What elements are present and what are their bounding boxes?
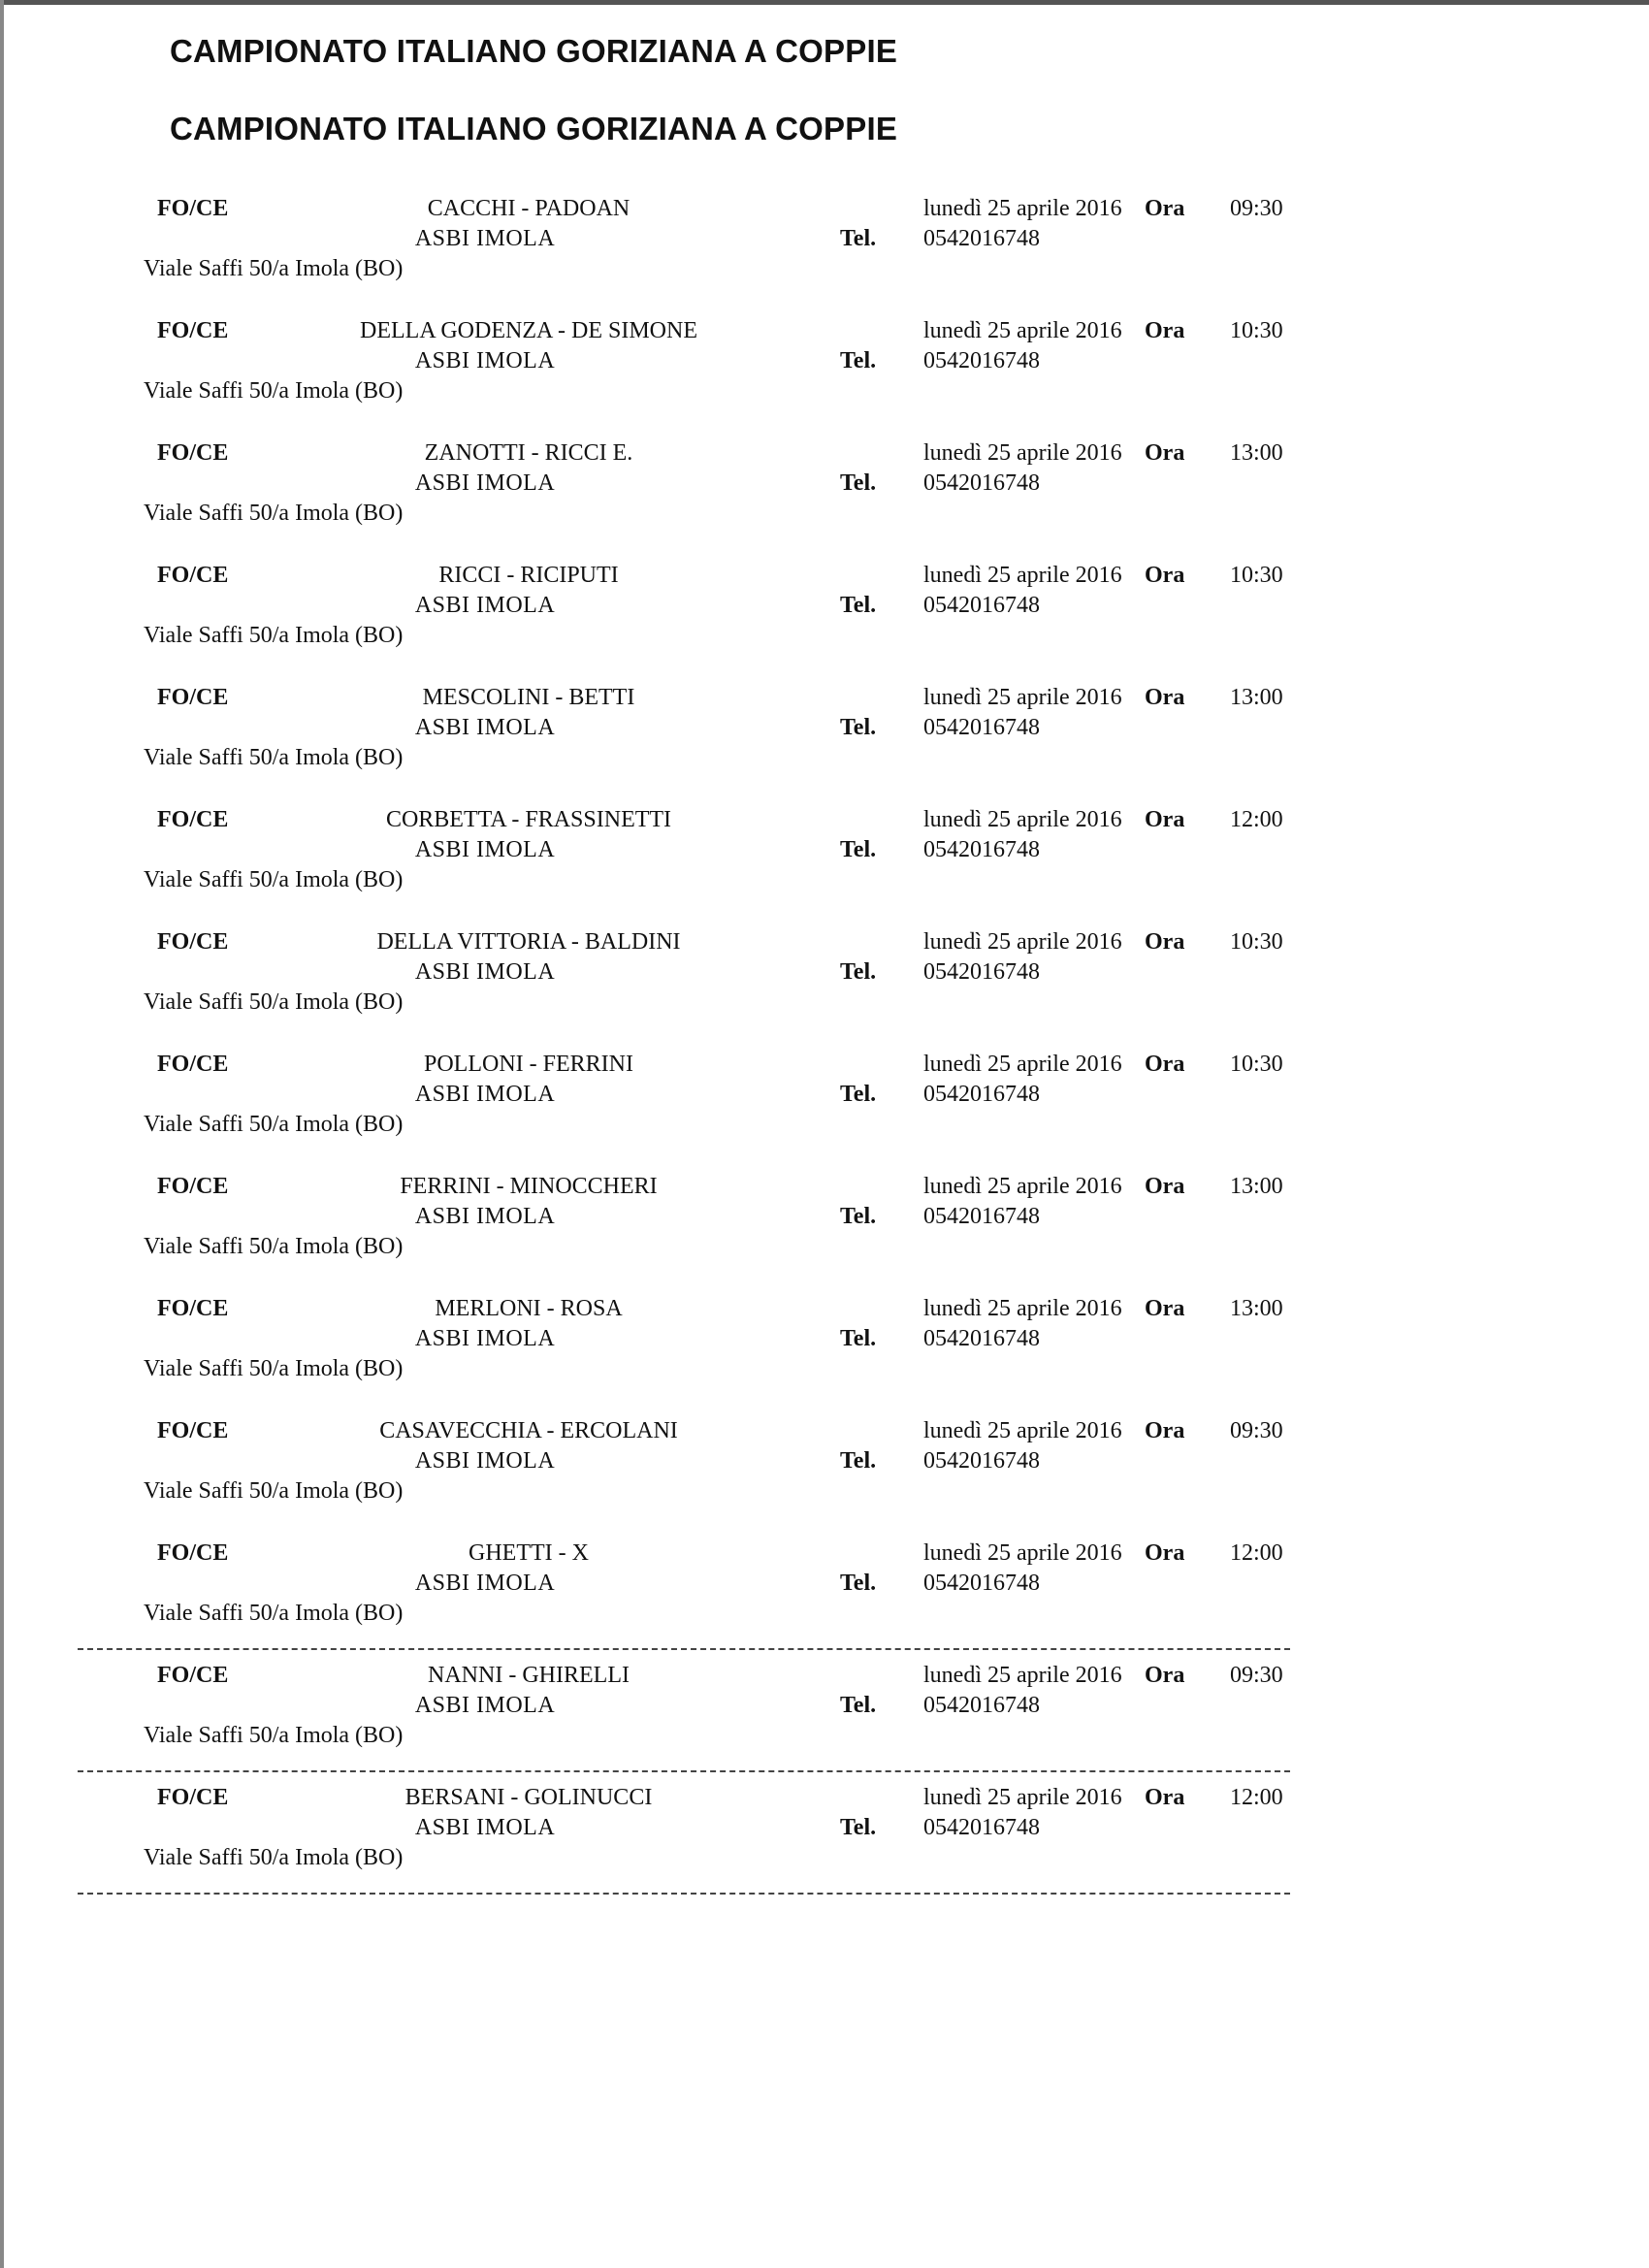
time-label: Ora [1145,807,1185,832]
match-time: 13:00 [1230,685,1283,710]
venue-name: ASBI IMOLA [414,1693,556,1718]
venue-address: Viale Saffi 50/a Imola (BO) [144,501,404,526]
phone-label: Tel. [840,1571,877,1596]
dashed-divider [78,1893,1290,1895]
match-entry [0,1294,1649,1416]
venue-name: ASBI IMOLA [414,1204,556,1229]
phone-label: Tel. [840,959,877,985]
match-date: lunedì 25 aprile 2016 [923,1663,1122,1688]
time-label: Ora [1145,1663,1185,1688]
venue-name: ASBI IMOLA [414,470,556,496]
venue-address: Viale Saffi 50/a Imola (BO) [144,867,404,892]
match-time: 10:30 [1230,929,1283,955]
venue-address: Viale Saffi 50/a Imola (BO) [144,1723,404,1748]
venue-name: ASBI IMOLA [414,348,556,373]
venue-address: Viale Saffi 50/a Imola (BO) [144,378,404,404]
phone-number: 0542016748 [923,1204,1040,1229]
phone-label: Tel. [840,1326,877,1351]
category-code: FO/CE [157,1174,229,1199]
page-title: CAMPIONATO ITALIANO GORIZIANA A COPPIE [169,33,898,69]
phone-label: Tel. [840,715,877,740]
match-date: lunedì 25 aprile 2016 [923,1418,1122,1443]
match-time: 09:30 [1230,1663,1283,1688]
match-time: 13:00 [1230,1174,1283,1199]
venue-name: ASBI IMOLA [414,959,556,985]
phone-number: 0542016748 [923,1815,1040,1840]
dashed-divider [78,1770,1290,1772]
time-label: Ora [1145,1785,1185,1810]
phone-label: Tel. [840,1082,877,1107]
match-entry [0,1539,1649,1661]
venue-name: ASBI IMOLA [414,593,556,618]
category-code: FO/CE [157,807,229,832]
pair-names: MERLONI - ROSA [435,1296,623,1321]
venue-name: ASBI IMOLA [414,837,556,862]
match-date: lunedì 25 aprile 2016 [923,929,1122,955]
venue-address: Viale Saffi 50/a Imola (BO) [144,989,404,1015]
scan-edge-top [0,0,1649,5]
pair-names: GHETTI - X [469,1540,589,1566]
time-label: Ora [1145,1540,1185,1566]
match-time: 09:30 [1230,1418,1283,1443]
match-date: lunedì 25 aprile 2016 [923,685,1122,710]
phone-number: 0542016748 [923,715,1040,740]
phone-number: 0542016748 [923,1693,1040,1718]
time-label: Ora [1145,1052,1185,1077]
match-time: 10:30 [1230,318,1283,343]
category-code: FO/CE [157,685,229,710]
match-date: lunedì 25 aprile 2016 [923,563,1122,588]
match-time: 10:30 [1230,1052,1283,1077]
phone-number: 0542016748 [923,226,1040,251]
match-date: lunedì 25 aprile 2016 [923,1052,1122,1077]
pair-names: POLLONI - FERRINI [424,1052,633,1077]
page-subtitle: CAMPIONATO ITALIANO GORIZIANA A COPPIE [169,111,898,146]
venue-name: ASBI IMOLA [414,1082,556,1107]
match-list [0,194,1649,1905]
venue-name: ASBI IMOLA [414,226,556,251]
match-entry [0,1416,1649,1539]
match-entry [0,805,1649,927]
dashed-divider [78,1648,1290,1650]
time-label: Ora [1145,1296,1185,1321]
pair-names: FERRINI - MINOCCHERI [400,1174,658,1199]
time-label: Ora [1145,929,1185,955]
match-entry [0,561,1649,683]
match-entry [0,1783,1649,1905]
phone-label: Tel. [840,470,877,496]
pair-names: DELLA VITTORIA - BALDINI [376,929,681,955]
pair-names: MESCOLINI - BETTI [422,685,635,710]
match-date: lunedì 25 aprile 2016 [923,1540,1122,1566]
match-time: 12:00 [1230,1785,1283,1810]
match-time: 13:00 [1230,1296,1283,1321]
phone-number: 0542016748 [923,1448,1040,1474]
pair-names: CASAVECCHIA - ERCOLANI [379,1418,678,1443]
pair-names: DELLA GODENZA - DE SIMONE [360,318,697,343]
venue-address: Viale Saffi 50/a Imola (BO) [144,1112,404,1137]
time-label: Ora [1145,318,1185,343]
phone-number: 0542016748 [923,1326,1040,1351]
match-time: 12:00 [1230,807,1283,832]
match-entry [0,316,1649,438]
venue-address: Viale Saffi 50/a Imola (BO) [144,1356,404,1381]
phone-label: Tel. [840,226,877,251]
venue-address: Viale Saffi 50/a Imola (BO) [144,745,404,770]
match-date: lunedì 25 aprile 2016 [923,196,1122,221]
match-date: lunedì 25 aprile 2016 [923,1785,1122,1810]
match-date: lunedì 25 aprile 2016 [923,1296,1122,1321]
match-date: lunedì 25 aprile 2016 [923,807,1122,832]
venue-name: ASBI IMOLA [414,715,556,740]
category-code: FO/CE [157,563,229,588]
venue-address: Viale Saffi 50/a Imola (BO) [144,1601,404,1626]
time-label: Ora [1145,1174,1185,1199]
category-code: FO/CE [157,929,229,955]
phone-number: 0542016748 [923,1082,1040,1107]
pair-names: ZANOTTI - RICCI E. [424,440,633,466]
venue-address: Viale Saffi 50/a Imola (BO) [144,256,404,281]
phone-number: 0542016748 [923,1571,1040,1596]
phone-label: Tel. [840,837,877,862]
phone-number: 0542016748 [923,593,1040,618]
phone-number: 0542016748 [923,959,1040,985]
time-label: Ora [1145,685,1185,710]
category-code: FO/CE [157,1540,229,1566]
pair-names: BERSANI - GOLINUCCI [404,1785,653,1810]
category-code: FO/CE [157,1296,229,1321]
match-entry [0,438,1649,561]
match-entry [0,683,1649,805]
time-label: Ora [1145,440,1185,466]
phone-number: 0542016748 [923,348,1040,373]
match-date: lunedì 25 aprile 2016 [923,1174,1122,1199]
pair-names: NANNI - GHIRELLI [428,1663,630,1688]
match-date: lunedì 25 aprile 2016 [923,440,1122,466]
venue-address: Viale Saffi 50/a Imola (BO) [144,1845,404,1870]
phone-label: Tel. [840,1693,877,1718]
match-entry [0,927,1649,1050]
pair-names: CACCHI - PADOAN [427,196,630,221]
venue-address: Viale Saffi 50/a Imola (BO) [144,1234,404,1259]
match-time: 09:30 [1230,196,1283,221]
phone-label: Tel. [840,593,877,618]
match-date: lunedì 25 aprile 2016 [923,318,1122,343]
match-time: 12:00 [1230,1540,1283,1566]
time-label: Ora [1145,1418,1185,1443]
phone-label: Tel. [840,1448,877,1474]
match-time: 10:30 [1230,563,1283,588]
phone-label: Tel. [840,1204,877,1229]
category-code: FO/CE [157,440,229,466]
match-time: 13:00 [1230,440,1283,466]
match-entry [0,1172,1649,1294]
pair-names: CORBETTA - FRASSINETTI [385,807,672,832]
pair-names: RICCI - RICIPUTI [438,563,619,588]
match-entry [0,194,1649,316]
category-code: FO/CE [157,196,229,221]
category-code: FO/CE [157,1663,229,1688]
category-code: FO/CE [157,1785,229,1810]
time-label: Ora [1145,196,1185,221]
time-label: Ora [1145,563,1185,588]
phone-label: Tel. [840,1815,877,1840]
venue-address: Viale Saffi 50/a Imola (BO) [144,623,404,648]
venue-name: ASBI IMOLA [414,1326,556,1351]
venue-address: Viale Saffi 50/a Imola (BO) [144,1478,404,1504]
venue-name: ASBI IMOLA [414,1815,556,1840]
category-code: FO/CE [157,1052,229,1077]
phone-number: 0542016748 [923,470,1040,496]
phone-label: Tel. [840,348,877,373]
match-entry [0,1050,1649,1172]
phone-number: 0542016748 [923,837,1040,862]
category-code: FO/CE [157,318,229,343]
match-entry [0,1661,1649,1783]
venue-name: ASBI IMOLA [414,1448,556,1474]
venue-name: ASBI IMOLA [414,1571,556,1596]
category-code: FO/CE [157,1418,229,1443]
